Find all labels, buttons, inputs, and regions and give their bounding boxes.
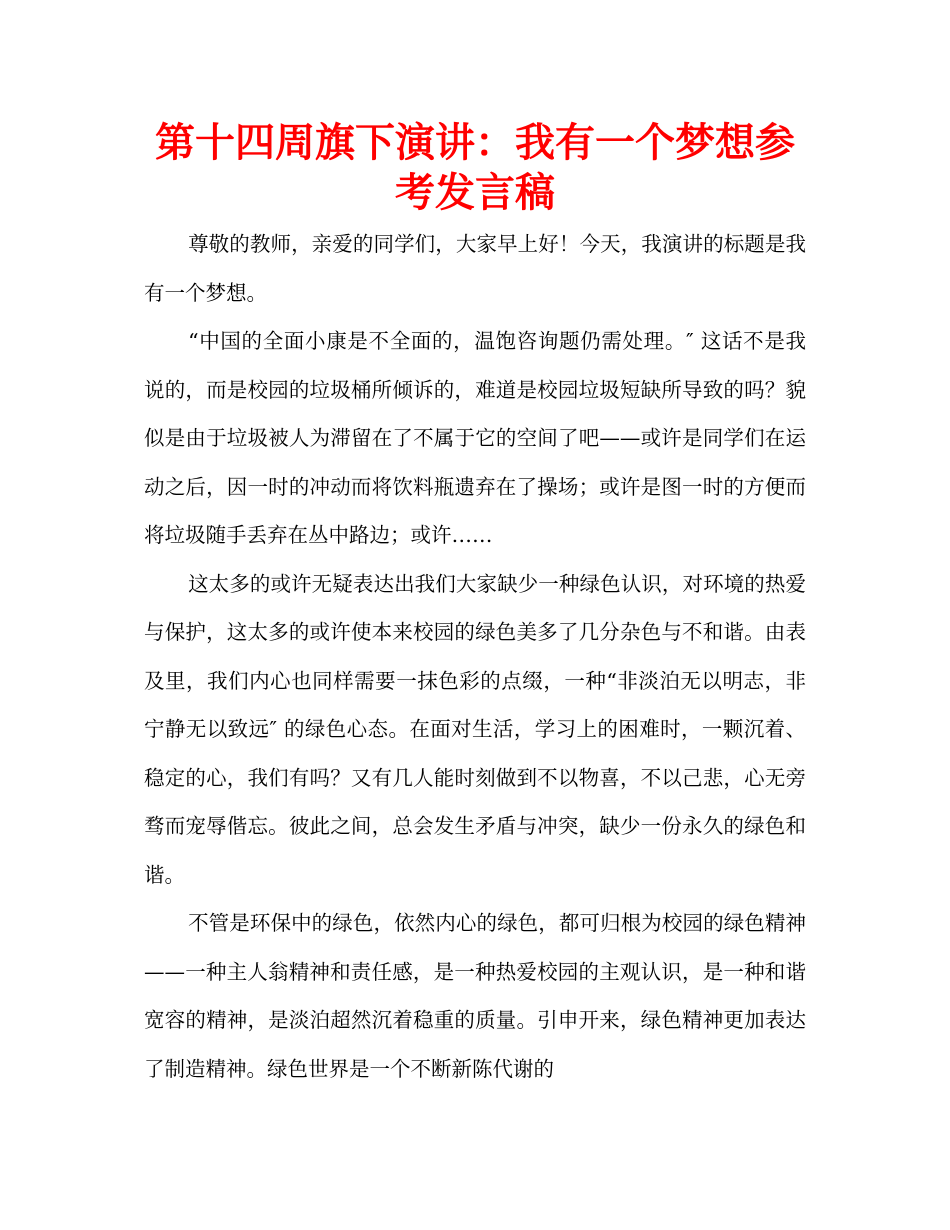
paragraph: “中国的全面小康是不全面的，温饱咨询题仍需处理。″ 这话不是我说的，而是校园的垃圾桶所倾诉的，难道是校园垃圾短缺所导致的吗？貌似是由于垃圾被人为滞留在了不属于它的空间了吧——或许是同学们在运动之后，因一时的冲动而将饮料瓶遗弃在了操场；或许是图一时的方便而将垃圾随手丢弃在丛中路边；或许…… (144, 329, 806, 547)
document-body (144, 220, 806, 1093)
paragraph: 这太多的或许无疑表达出我们大家缺少一种绿色认识，对环境的热爱与保护，这太多的或许使本来校园的绿色美多了几分杂色与不和谐。由表及里，我们内心也同样需要一抹色彩的点缀，一种“非淡泊无以明志，非宁静无以致远″ 的绿色心态。在面对生活，学习上的困难时，一颗沉着、稳定的心，我们有吗？又有几人能时刻做到不以物喜，不以己悲，心无旁骛而宠辱偕忘。彼此之间，总会发生矛盾与冲突，缺少一份永久的绿色和谐。 (144, 571, 806, 887)
paragraph: 尊敬的教师，亲爱的同学们，大家早上好！今天，我演讲的标题是我有一个梦想。 (144, 232, 806, 305)
paragraph: 不管是环保中的绿色，依然内心的绿色，都可归根为校园的绿色精神——一种主人翁精神和责任感，是一种热爱校园的主观认识，是一种和谐宽容的精神，是淡泊超然沉着稳重的质量。引申开来，绿色精神更加表达了制造精神。绿色世界是一个不断新陈代谢的 (144, 911, 806, 1081)
document-title: 第十四周旗下演讲：我有一个梦想参考发言稿 (155, 119, 795, 216)
